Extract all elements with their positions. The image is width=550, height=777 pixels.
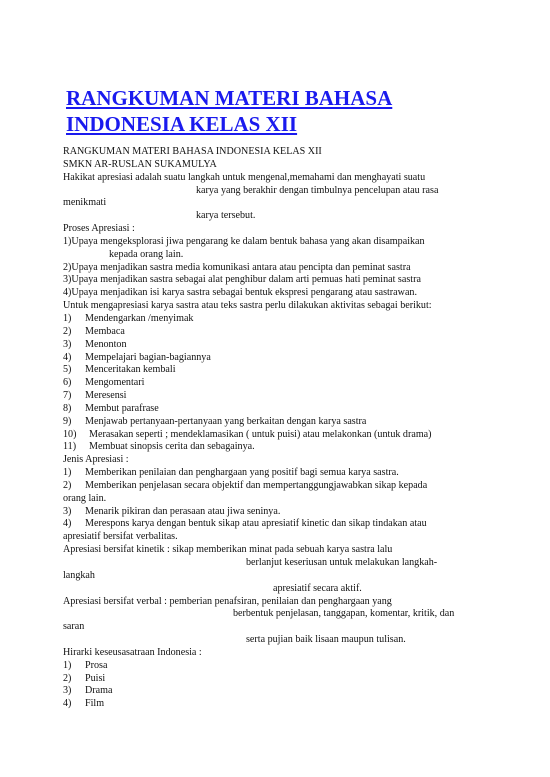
list-item [63,518,493,531]
text-line: langkah [63,569,95,581]
document-body [63,146,493,711]
list-number: 2) [63,325,72,337]
list-number: 9) [63,415,72,427]
list-number: 10) [63,428,77,440]
list-item [63,698,493,711]
list-text: Mempelajari bagian-bagiannya [85,351,211,363]
list-number: 8) [63,402,72,414]
list-text: Mengomentari [85,377,145,389]
text-line: menikmati [63,197,107,209]
list-text: Menarik pikiran dan perasaan atau jiwa seninya. [85,505,281,517]
text-line: Hakikat apresiasi adalah suatu langkah untuk mengenal,memahami dan menghayati suatu [63,171,426,183]
list-item [63,390,493,403]
list-item [63,467,493,480]
list-item [63,506,493,519]
list-text: Puisi [85,672,106,684]
list-item [63,429,493,442]
list-text: Prosa [85,659,108,671]
list-number: 3) [63,505,72,517]
list-text: Menjawab pertanyaan-pertanyaan yang berkaitan dengan karya sastra [85,415,367,427]
list-text: Film [85,698,105,710]
list-item [63,403,493,416]
text-line: saran [63,621,85,633]
list-text: Merespons karya dengan bentuk sikap atau apresiatif kinetic dan sikap tindakan atau [85,518,427,530]
school-line: SMKN AR-RUSLAN SUKAMULYA [63,158,217,170]
heading-line: RANGKUMAN MATERI BAHASA INDONESIA KELAS XII [63,146,322,157]
list-number: 1) [63,312,72,324]
list-text: Memberikan penjelasan secara objektif dan mempertanggungjawabkan sikap kepada [85,479,428,491]
text-line: Apresiasi bersifat kinetik : sikap memberikan minat pada sebuah karya sastra lalu [63,544,393,556]
list-number: 2) [63,479,72,491]
list-item [63,480,493,493]
list-number: 7) [63,390,72,402]
list-number: 4) [63,518,72,530]
list-item [63,352,493,365]
list-text: Membuat sinopsis cerita dan sebagainya. [89,441,255,453]
list-number: 4) [63,698,72,710]
text-line: Apresiasi bersifat verbal : pemberian penafsiran, penilaian dan penghargaan yang [63,595,392,607]
list-item [63,364,493,377]
text-line: karya tersebut. [196,210,256,222]
text-line: karya yang berakhir dengan timbulnya pencelupan atau rasa [196,184,439,196]
list-text: Meresensi [85,390,127,402]
text-line: apresiatif bersifat verbalitas. [63,531,178,543]
text-line: orang lain. [63,492,107,504]
aktivitas-list [63,313,493,454]
list-number: 1) [63,659,72,671]
list-text: Memberikan penilaian dan penghargaan yang positif bagi semua karya sastra. [85,467,399,479]
list-number: 6) [63,377,72,389]
document-title-link[interactable]: RANGKUMAN MATERI BAHASA INDONESIA KELAS XII [66,86,393,136]
list-number: 3) [63,338,72,350]
list-text: Membut parafrase [85,402,159,414]
list-item [63,441,493,454]
list-text: Menonton [85,338,127,350]
list-item [63,326,493,339]
list-number: 11) [63,441,77,453]
text-line: apresiatif secara aktif. [273,582,362,594]
section-heading: Proses Apresiasi : [63,223,135,235]
list-number: 1) [63,467,72,479]
list-text: Merasakan seperti ; mendeklamasikan ( untuk puisi) atau melakonkan (untuk drama) [89,428,432,440]
list-number: 2) [63,672,72,684]
text-line: berbentuk penjelasan, tanggapan, komentar, kritik, dan [233,608,455,620]
list-item [63,377,493,390]
section-heading: Hirarki keseusasatraan Indonesia : [63,646,202,658]
list-item [63,416,493,429]
list-number: 5) [63,364,72,376]
list-item [63,339,493,352]
text-line: berlanjut keseriusan untuk melakukan langkah- [246,557,438,568]
list-item [63,313,493,326]
text-line: 3)Upaya menjadikan sastra sebagai alat penghibur dalam arti pemuas hati peminat sastra [63,274,421,286]
list-number: 3) [63,685,72,697]
list-text: Drama [85,685,113,697]
list-number: 4) [63,351,72,363]
text-line: serta pujian baik lisaan maupun tulisan. [246,634,406,646]
list-item [63,685,493,698]
list-item [63,673,493,686]
text-line: kepada orang lain. [109,248,184,260]
list-text: Mendengarkan /menyimak [85,312,194,324]
list-text: Membaca [85,325,125,337]
text-line: 4)Upaya menjadikan isi karya sastra sebagai bentuk ekspresi pengarang atau sastrawan. [63,287,417,299]
list-text: Menceritakan kembali [85,364,176,376]
section-heading: Jenis Apresiasi : [63,454,129,466]
list-item [63,660,493,673]
text-line: Untuk mengapresiasi karya sastra atau teks sastra perlu dilakukan aktivitas sebagai berikut: [63,300,432,312]
text-line: 1)Upaya mengeksplorasi jiwa pengarang ke dalam bentuk bahasa yang akan disampaikan [63,235,425,247]
hirarki-list [63,660,493,711]
text-line: 2)Upaya menjadikan sastra media komunikasi antara atau pencipta dan peminat sastra [63,261,411,273]
